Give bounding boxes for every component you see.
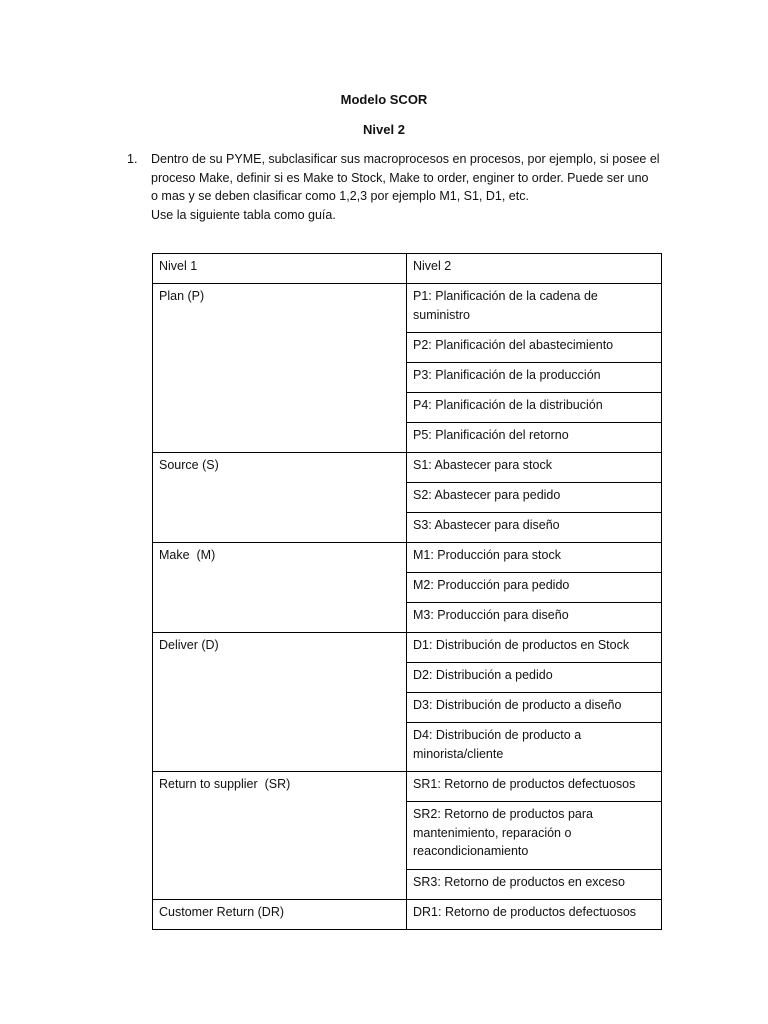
scor-levels-table [152, 253, 662, 930]
instruction-line: proceso Make, definir si es Make to Stock, Make to order, enginer to order. Puede ser uno [151, 170, 649, 185]
instruction-line: Use la siguiente tabla como guía. [151, 207, 336, 222]
level2-cell: SR1: Retorno de productos defectuosos [407, 772, 662, 802]
level1-cell-make: Make (M) [153, 543, 407, 633]
level2-cell: D3: Distribución de producto a diseño [407, 693, 662, 723]
level1-cell-source: Source (S) [153, 453, 407, 543]
table-row [153, 543, 662, 573]
header-nivel-1: Nivel 1 [153, 254, 407, 284]
level2-cell: M3: Producción para diseño [407, 603, 662, 633]
document-subtitle: Nivel 2 [363, 122, 405, 137]
level2-cell: SR3: Retorno de productos en exceso [407, 870, 662, 900]
table-row [153, 453, 662, 483]
table-row [153, 633, 662, 663]
level2-cell: SR2: Retorno de productos para mantenimiento, reparación o reacondicionamiento [407, 802, 662, 870]
level2-cell: S1: Abastecer para stock [407, 453, 662, 483]
level2-cell: M1: Producción para stock [407, 543, 662, 573]
level1-cell-return-to-supplier: Return to supplier (SR) [153, 772, 407, 900]
table-header-row [153, 254, 662, 284]
table-row [153, 772, 662, 802]
level2-cell: P3: Planificación de la producción [407, 363, 662, 393]
level2-cell: P1: Planificación de la cadena de suministro [407, 284, 662, 333]
level1-cell-deliver: Deliver (D) [153, 633, 407, 772]
level2-cell: S2: Abastecer para pedido [407, 483, 662, 513]
level2-cell: S3: Abastecer para diseño [407, 513, 662, 543]
instruction-text [151, 150, 667, 224]
level2-cell: D1: Distribución de productos en Stock [407, 633, 662, 663]
instruction-line: o mas y se deben clasificar como 1,2,3 por ejemplo M1, S1, D1, etc. [151, 189, 529, 204]
level2-cell: DR1: Retorno de productos defectuosos [407, 900, 662, 930]
level2-cell: P4: Planificación de la distribución [407, 393, 662, 423]
table-row [153, 900, 662, 930]
instruction-line: Dentro de su PYME, subclasificar sus macroprocesos en procesos, por ejemplo, si posee el [151, 152, 660, 166]
level2-cell: D4: Distribución de producto a minorista/cliente [407, 723, 662, 772]
level1-cell-customer-return: Customer Return (DR) [153, 900, 407, 930]
header-nivel-2: Nivel 2 [407, 254, 662, 284]
instruction-number: 1. [127, 152, 138, 166]
level2-cell: D2: Distribución a pedido [407, 663, 662, 693]
level2-cell: P5: Planificación del retorno [407, 423, 662, 453]
level1-cell-plan: Plan (P) [153, 284, 407, 453]
document-title: Modelo SCOR [340, 92, 428, 107]
instruction-item [127, 150, 667, 224]
table-row [153, 284, 662, 333]
level2-cell: P2: Planificación del abastecimiento [407, 333, 662, 363]
level2-cell: M2: Producción para pedido [407, 573, 662, 603]
